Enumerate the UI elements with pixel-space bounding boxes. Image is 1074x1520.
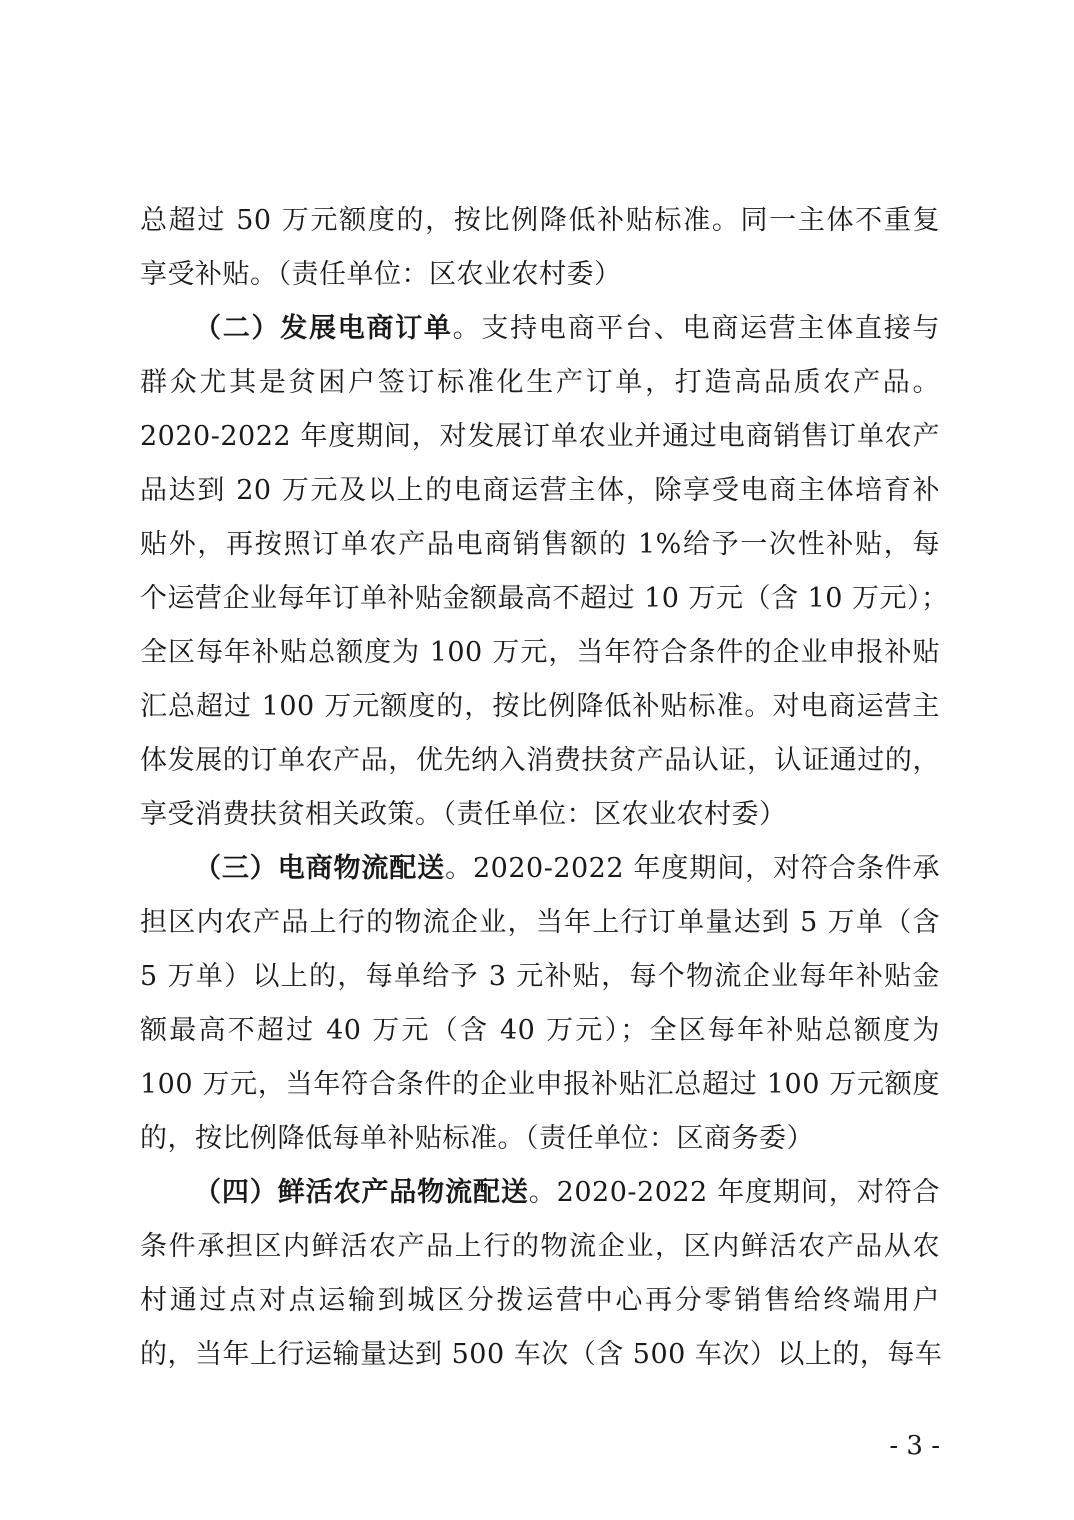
text-line: 汇总超过 100 万元额度的，按比例降低补贴标准。对电商运营主 [140,691,940,722]
page-number: - 3 - [889,1431,940,1461]
text-line: 个运营企业每年订单补贴金额最高不超过 10 万元（含 10 万元）； [140,583,949,614]
section-heading: （二）发展电商订单 [194,313,453,344]
text-line: 担区内农产品上行的物流企业，当年上行订单量达到 5 万单（含 [140,907,940,938]
text-line: （三）电商物流配送。2020-2022 年度期间，对符合条件承 [194,853,941,884]
text-line: 的，按比例降低每单补贴标准。（责任单位：区商务委） [140,1123,814,1154]
text-line: 总超过 50 万元额度的，按比例降低补贴标准。同一主体不重复 [140,205,940,236]
text-line: 体发展的订单农产品，优先纳入消费扶贫产品认证，认证通过的， [140,745,940,776]
text-line: 村通过点对点运输到城区分拨运营中心再分零销售给终端用户 [140,1285,940,1316]
text-line: 群众尤其是贫困户签订标准化生产订单，打造高品质农产品。 [140,367,940,398]
text-line: 品达到 20 万元及以上的电商运营主体，除享受电商主体培育补 [140,475,940,506]
text-line: 享受消费扶贫相关政策。（责任单位：区农业农村委） [140,799,787,830]
text-line: 贴外，再按照订单农产品电商销售额的 1%给予一次性补贴，每 [140,529,940,560]
section-heading: （四）鲜活农产品物流配送 [194,1177,529,1208]
text-line: （四）鲜活农产品物流配送。2020-2022 年度期间，对符合 [194,1177,940,1208]
text-line: 条件承担区内鲜活农产品上行的物流企业，区内鲜活农产品从农 [140,1231,940,1262]
text-line: 2020-2022 年度期间，对发展订单农业并通过电商销售订单农产 [140,421,940,452]
text-line: 100 万元，当年符合条件的企业申报补贴汇总超过 100 万元额度 [140,1069,940,1100]
text-line: 全区每年补贴总额度为 100 万元，当年符合条件的企业申报补贴 [140,637,940,668]
text-line: 享受补贴。（责任单位：区农业农村委） [140,259,622,290]
text-line: （二）发展电商订单。支持电商平台、电商运营主体直接与 [194,313,941,344]
text-line: 的，当年上行运输量达到 500 车次（含 500 车次）以上的，每车 [140,1339,943,1370]
text-line: 额最高不超过 40 万元（含 40 万元）；全区每年补贴总额度为 [140,1015,940,1046]
text-line: 5 万单）以上的，每单给予 3 元补贴，每个物流企业每年补贴金 [140,961,940,992]
section-heading: （三）电商物流配送 [194,853,446,884]
body-text [140,194,949,1382]
